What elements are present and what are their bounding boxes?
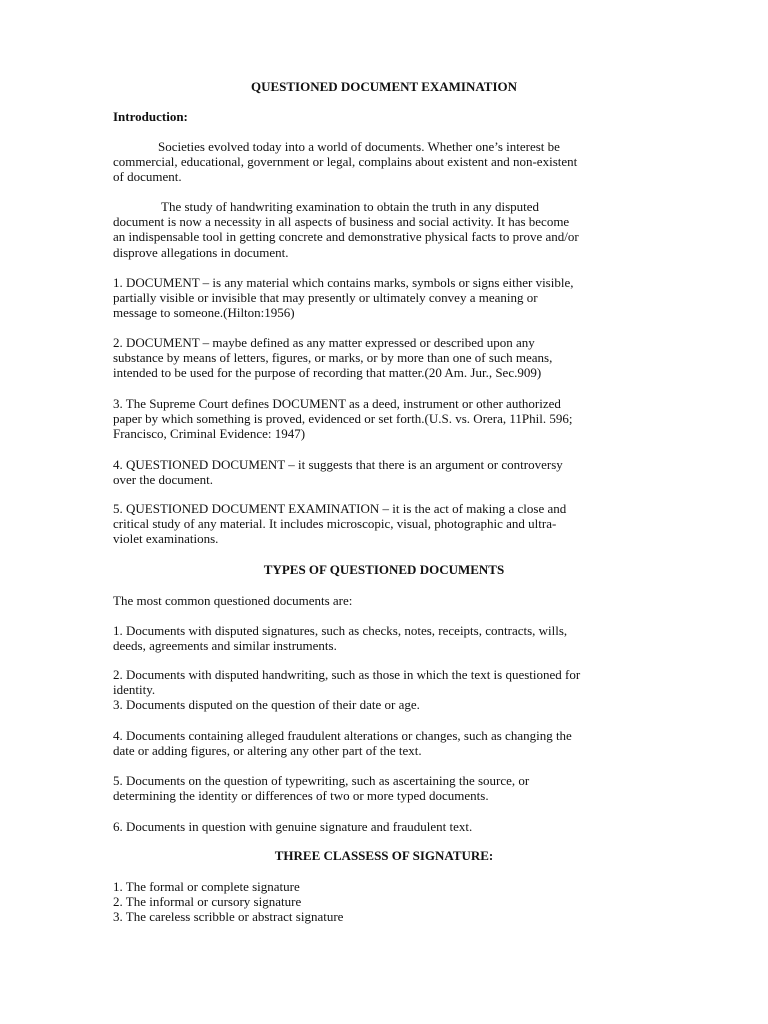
text-line: document is now a necessity in all aspects of business and social activity. It has become bbox=[113, 214, 570, 230]
types-intro: The most common questioned documents are: bbox=[113, 593, 353, 608]
intro-paragraph-2 bbox=[113, 199, 673, 260]
intro-paragraph-1 bbox=[113, 139, 673, 185]
text-line: 3. The Supreme Court defines DOCUMENT as a deed, instrument or other authorized bbox=[113, 396, 561, 411]
text-line: Societies evolved today into a world of documents. Whether one’s interest be bbox=[158, 139, 560, 154]
text-line: critical study of any material. It includes microscopic, visual, photographic and ultra- bbox=[113, 516, 557, 532]
text-line: over the document. bbox=[113, 472, 213, 488]
text-line: 3. Documents disputed on the question of their date or age. bbox=[113, 697, 420, 713]
text-line: substance by means of letters, figures, or marks, or by more than one of such means, bbox=[113, 350, 553, 366]
text-line: 5. QUESTIONED DOCUMENT EXAMINATION – it is the act of making a close and bbox=[113, 501, 567, 516]
text-line: determining the identity or differences of two or more typed documents. bbox=[113, 788, 489, 804]
text-line: 6. Documents in question with genuine signature and fraudulent text. bbox=[113, 819, 473, 834]
list-item: 3. The careless scribble or abstract signature bbox=[113, 909, 344, 925]
text-line: message to someone.(Hilton:1956) bbox=[113, 305, 295, 321]
definition-5 bbox=[113, 501, 673, 547]
text-line: 2. DOCUMENT – maybe defined as any matter expressed or described upon any bbox=[113, 335, 535, 350]
text-line: identity. bbox=[113, 682, 156, 698]
definition-2 bbox=[113, 335, 673, 381]
text-line: an indispensable tool in getting concrete and demonstrative physical facts to prove and/or bbox=[113, 229, 579, 245]
document-title: QUESTIONED DOCUMENT EXAMINATION bbox=[250, 79, 518, 94]
signature-classes-list bbox=[113, 879, 673, 925]
text-line: partially visible or invisible that may presently or ultimately convey a meaning or bbox=[113, 290, 538, 306]
text-line: violet examinations. bbox=[113, 531, 219, 547]
type-item-1 bbox=[113, 623, 673, 653]
type-item-4 bbox=[113, 728, 673, 758]
text-line: of document. bbox=[113, 169, 182, 185]
text-line: Francisco, Criminal Evidence: 1947) bbox=[113, 426, 306, 442]
types-heading: TYPES OF QUESTIONED DOCUMENTS bbox=[263, 562, 505, 577]
type-item-2-3 bbox=[113, 667, 673, 713]
text-line: commercial, educational, government or legal, complains about existent and non-existent bbox=[113, 154, 578, 170]
signature-heading: THREE CLASSESS OF SIGNATURE: bbox=[274, 848, 494, 863]
text-line: 5. Documents on the question of typewriting, such as ascertaining the source, or bbox=[113, 773, 530, 788]
text-line: 4. QUESTIONED DOCUMENT – it suggests that there is an argument or controversy bbox=[113, 457, 563, 472]
text-line: 2. Documents with disputed handwriting, such as those in which the text is questioned for bbox=[113, 667, 581, 682]
definition-1 bbox=[113, 275, 673, 321]
text-line: 1. DOCUMENT – is any material which contains marks, symbols or signs either visible, bbox=[113, 275, 574, 290]
definition-4 bbox=[113, 457, 673, 487]
text-line: deeds, agreements and similar instruments. bbox=[113, 638, 337, 654]
type-item-6 bbox=[113, 819, 673, 834]
type-item-5 bbox=[113, 773, 673, 803]
text-line: 1. Documents with disputed signatures, such as checks, notes, receipts, contracts, wills, bbox=[113, 623, 568, 638]
text-line: disprove allegations in document. bbox=[113, 244, 289, 260]
introduction-heading: Introduction: bbox=[113, 109, 188, 124]
text-line: 4. Documents containing alleged fraudulent alterations or changes, such as changing the bbox=[113, 728, 572, 743]
text-line: paper by which something is proved, evidenced or set forth.(U.S. vs. Orera, 11Phil. 596; bbox=[113, 411, 573, 427]
text-line: intended to be used for the purpose of recording that matter.(20 Am. Jur., Sec.909) bbox=[113, 365, 542, 381]
definition-3 bbox=[113, 396, 673, 442]
text-line: The study of handwriting examination to obtain the truth in any disputed bbox=[161, 199, 540, 214]
text-line: date or adding figures, or altering any other part of the text. bbox=[113, 743, 422, 759]
list-item: 2. The informal or cursory signature bbox=[113, 894, 302, 910]
list-item: 1. The formal or complete signature bbox=[113, 879, 300, 894]
